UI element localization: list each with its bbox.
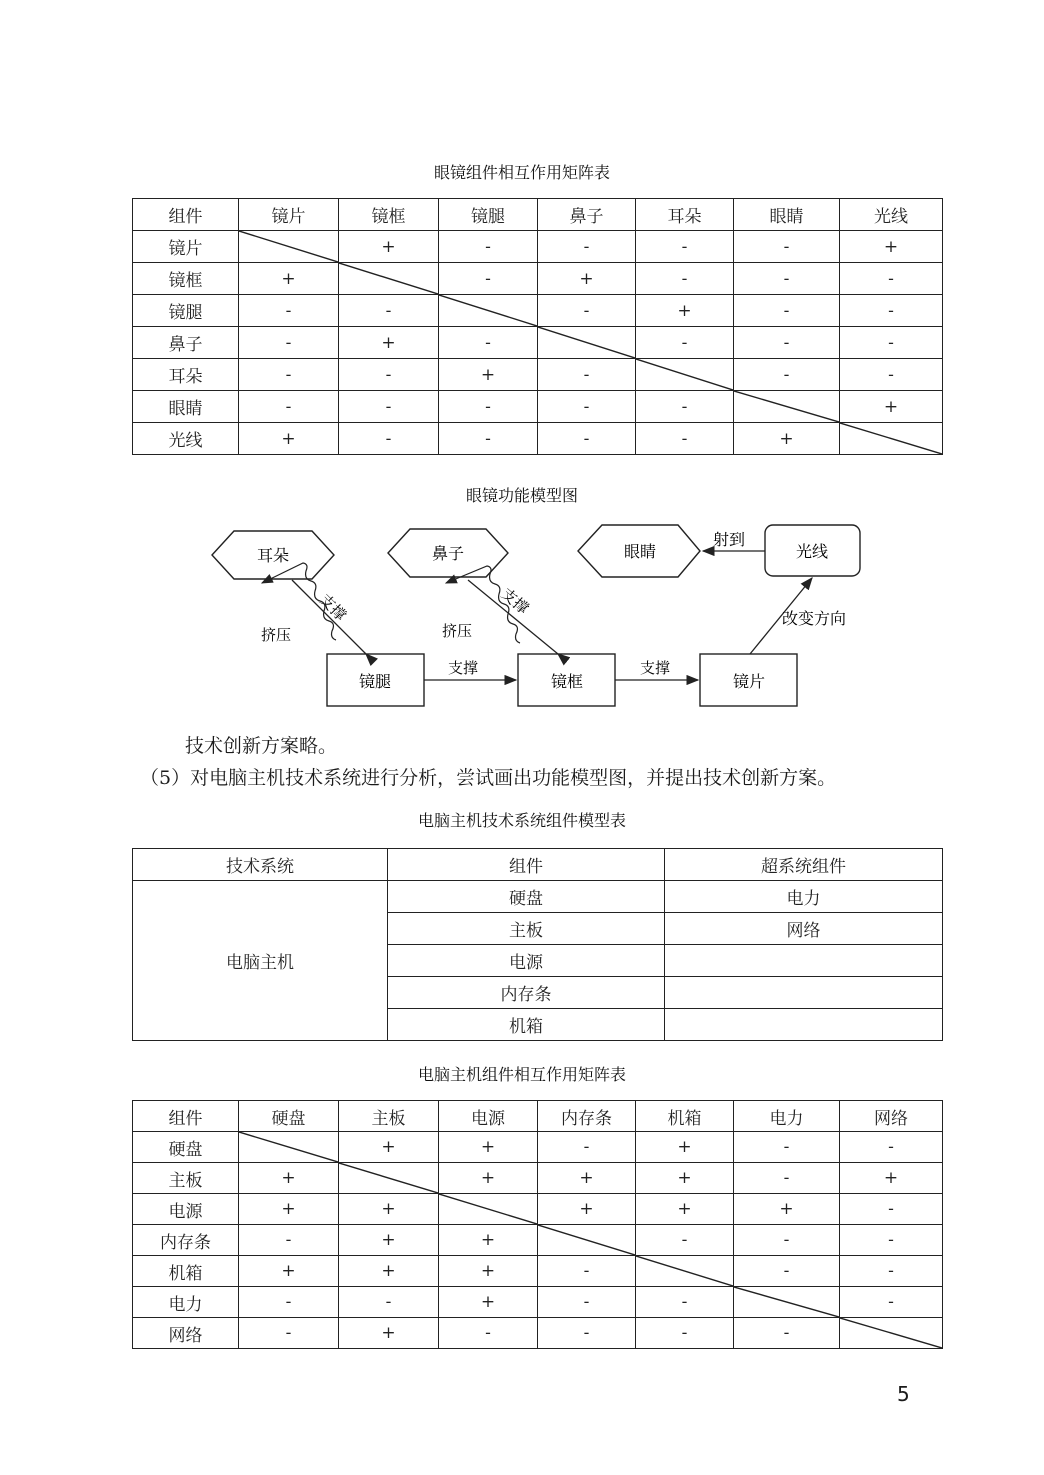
- pc-system-component-table: [132, 848, 943, 1041]
- temple-label: 镜腿: [358, 672, 392, 691]
- matrix-row: [133, 1287, 943, 1318]
- super-component-cell: 网络: [665, 913, 943, 945]
- matrix-cell: +: [339, 1318, 439, 1349]
- matrix-row: [133, 327, 943, 359]
- matrix-cell: -: [734, 359, 840, 391]
- matrix-diagonal-cell: [339, 263, 439, 295]
- matrix-cell: -: [439, 1318, 538, 1349]
- matrix-cell: -: [840, 359, 943, 391]
- matrix-cell: -: [239, 1318, 339, 1349]
- function-model-caption: 眼镜功能模型图: [465, 486, 578, 505]
- matrix-cell: -: [734, 263, 840, 295]
- matrix-diagonal-cell: [734, 1287, 840, 1318]
- matrix-row: [133, 423, 943, 455]
- matrix-cell: -: [239, 295, 339, 327]
- matrix-cell: +: [339, 327, 439, 359]
- component-cell: 内存条: [388, 977, 665, 1009]
- matrix-header-cell: 镜框: [339, 199, 439, 231]
- matrix-cell: -: [538, 231, 636, 263]
- matrix-cell: +: [339, 1194, 439, 1225]
- matrix-row-label: 耳朵: [133, 359, 239, 391]
- matrix-cell: +: [239, 1163, 339, 1194]
- matrix-diagonal-cell: [840, 423, 943, 455]
- matrix-row: [133, 263, 943, 295]
- frame-label: 镜框: [550, 672, 584, 691]
- header-super-component: 超系统组件: [665, 849, 943, 881]
- matrix-row-label: 内存条: [133, 1225, 239, 1256]
- matrix-diagonal-cell: [840, 1318, 943, 1349]
- matrix-cell: -: [840, 1287, 943, 1318]
- matrix-diagonal-cell: [538, 1225, 636, 1256]
- matrix-cell: +: [439, 1163, 538, 1194]
- matrix-cell: -: [734, 1225, 840, 1256]
- matrix-cell: -: [239, 327, 339, 359]
- matrix-header-cell: 鼻子: [538, 199, 636, 231]
- matrix-header-cell: 硬盘: [239, 1101, 339, 1132]
- matrix-diagonal-cell: [439, 295, 538, 327]
- matrix-cell: +: [636, 1132, 734, 1163]
- matrix-cell: +: [239, 1256, 339, 1287]
- matrix-cell: -: [538, 295, 636, 327]
- matrix-row: [133, 1256, 943, 1287]
- label-squeeze-nose: 挤压: [442, 622, 473, 640]
- matrix-row: [133, 1318, 943, 1349]
- eye-label: 眼睛: [623, 542, 657, 561]
- matrix-cell: +: [538, 1163, 636, 1194]
- component-cell: 电源: [388, 945, 665, 977]
- matrix-cell: +: [439, 1287, 538, 1318]
- system-name-cell: 电脑主机: [133, 881, 388, 1041]
- label-redirect: 改变方向: [782, 609, 847, 628]
- label-support-nose: 支撑: [497, 584, 533, 618]
- matrix-header-cell: 眼睛: [734, 199, 840, 231]
- label-support-ear: 支撑: [315, 590, 350, 625]
- matrix-row: [133, 295, 943, 327]
- matrix-cell: -: [538, 1318, 636, 1349]
- matrix-diagonal-cell: [734, 391, 840, 423]
- matrix-cell: +: [840, 391, 943, 423]
- matrix-cell: -: [239, 1225, 339, 1256]
- matrix-cell: -: [339, 423, 439, 455]
- header-component: 组件: [388, 849, 665, 881]
- matrix-header-cell: 耳朵: [636, 199, 734, 231]
- matrix-cell: -: [339, 295, 439, 327]
- matrix-cell: -: [734, 231, 840, 263]
- matrix-cell: +: [339, 231, 439, 263]
- matrix-cell: -: [636, 263, 734, 295]
- header-tech-system: 技术系统: [133, 849, 388, 881]
- matrix-cell: -: [636, 391, 734, 423]
- matrix-cell: +: [439, 359, 538, 391]
- matrix-cell: -: [734, 1318, 840, 1349]
- matrix-diagonal-cell: [339, 1163, 439, 1194]
- ear-label: 耳朵: [256, 546, 290, 565]
- label-shoot: 射到: [713, 530, 746, 549]
- matrix-row-label: 主板: [133, 1163, 239, 1194]
- matrix-cell: +: [734, 1194, 840, 1225]
- matrix-cell: -: [840, 327, 943, 359]
- matrix-cell: -: [734, 327, 840, 359]
- super-component-cell: [665, 1009, 943, 1041]
- matrix-cell: -: [840, 1132, 943, 1163]
- label-support-temple-frame: 支撑: [448, 659, 479, 677]
- matrix-cell: -: [239, 1287, 339, 1318]
- matrix-cell: -: [840, 1194, 943, 1225]
- component-cell: 硬盘: [388, 881, 665, 913]
- label-squeeze-ear: 挤压: [261, 626, 292, 644]
- matrix-row-label: 鼻子: [133, 327, 239, 359]
- matrix-cell: -: [439, 263, 538, 295]
- matrix-row: [133, 391, 943, 423]
- matrix-cell: -: [636, 423, 734, 455]
- matrix-row-label: 镜框: [133, 263, 239, 295]
- component-cell: 主板: [388, 913, 665, 945]
- matrix-cell: +: [239, 423, 339, 455]
- matrix-header-cell: 主板: [339, 1101, 439, 1132]
- glasses-matrix-caption: 眼镜组件相互作用矩阵表: [433, 163, 610, 182]
- matrix-cell: +: [636, 1163, 734, 1194]
- matrix-row: [133, 1132, 943, 1163]
- body-text-line2: （5）对电脑主机技术系统进行分析，尝试画出功能模型图，并提出技术创新方案。: [140, 767, 837, 789]
- matrix-header-cell: 内存条: [538, 1101, 636, 1132]
- matrix-row: [133, 1194, 943, 1225]
- matrix-cell: +: [840, 1163, 943, 1194]
- glasses-function-model: [0, 515, 1044, 715]
- matrix-cell: +: [439, 1256, 538, 1287]
- matrix-diagonal-cell: [636, 1256, 734, 1287]
- matrix-cell: +: [239, 263, 339, 295]
- matrix-row-label: 机箱: [133, 1256, 239, 1287]
- matrix-cell: +: [636, 295, 734, 327]
- matrix-header-cell: 电力: [734, 1101, 840, 1132]
- matrix-cell: -: [538, 391, 636, 423]
- matrix-row-label: 眼睛: [133, 391, 239, 423]
- nose-label: 鼻子: [431, 544, 465, 563]
- matrix-cell: -: [339, 391, 439, 423]
- matrix-diagonal-cell: [439, 1194, 538, 1225]
- label-support-frame-lens: 支撑: [640, 659, 671, 677]
- component-cell: 机箱: [388, 1009, 665, 1041]
- pc-interaction-matrix: [132, 1100, 943, 1349]
- matrix-cell: -: [339, 359, 439, 391]
- matrix-cell: -: [339, 1287, 439, 1318]
- matrix-cell: -: [439, 327, 538, 359]
- matrix-cell: -: [239, 359, 339, 391]
- matrix-cell: -: [734, 1256, 840, 1287]
- matrix-row-label: 电源: [133, 1194, 239, 1225]
- matrix-row-label: 镜片: [133, 231, 239, 263]
- matrix-header-cell: 机箱: [636, 1101, 734, 1132]
- matrix-row: [133, 231, 943, 263]
- matrix-diagonal-cell: [239, 231, 339, 263]
- pc-system-caption: 电脑主机技术系统组件模型表: [417, 811, 626, 830]
- matrix-cell: -: [439, 423, 538, 455]
- matrix-cell: +: [538, 263, 636, 295]
- matrix-cell: +: [439, 1132, 538, 1163]
- matrix-cell: -: [538, 359, 636, 391]
- matrix-cell: -: [840, 1256, 943, 1287]
- matrix-cell: -: [636, 1318, 734, 1349]
- matrix-cell: +: [636, 1194, 734, 1225]
- matrix-cell: +: [339, 1256, 439, 1287]
- matrix-cell: -: [636, 1287, 734, 1318]
- matrix-row: [133, 1225, 943, 1256]
- matrix-cell: -: [636, 231, 734, 263]
- matrix-header-cell: 镜腿: [439, 199, 538, 231]
- matrix-cell: +: [339, 1132, 439, 1163]
- matrix-cell: -: [840, 295, 943, 327]
- matrix-cell: -: [840, 1225, 943, 1256]
- matrix-cell: +: [734, 423, 840, 455]
- matrix-cell: -: [734, 295, 840, 327]
- matrix-diagonal-cell: [636, 359, 734, 391]
- matrix-header-cell: 组件: [133, 1101, 239, 1132]
- matrix-row: [133, 1163, 943, 1194]
- matrix-diagonal-cell: [538, 327, 636, 359]
- super-component-cell: [665, 977, 943, 1009]
- lens-label: 镜片: [732, 672, 766, 691]
- matrix-row-label: 光线: [133, 423, 239, 455]
- matrix-cell: -: [538, 1256, 636, 1287]
- matrix-diagonal-cell: [239, 1132, 339, 1163]
- matrix-cell: -: [538, 1287, 636, 1318]
- matrix-header-cell: 组件: [133, 199, 239, 231]
- matrix-cell: +: [840, 231, 943, 263]
- matrix-cell: -: [439, 231, 538, 263]
- pc-matrix-caption: 电脑主机组件相互作用矩阵表: [417, 1065, 626, 1084]
- matrix-header-cell: 网络: [840, 1101, 943, 1132]
- matrix-row-label: 电力: [133, 1287, 239, 1318]
- matrix-cell: -: [840, 263, 943, 295]
- super-component-cell: 电力: [665, 881, 943, 913]
- matrix-cell: +: [339, 1225, 439, 1256]
- page-number: 5: [897, 1382, 910, 1406]
- matrix-cell: -: [636, 1225, 734, 1256]
- matrix-cell: -: [636, 327, 734, 359]
- matrix-row-label: 镜腿: [133, 295, 239, 327]
- matrix-cell: -: [538, 1132, 636, 1163]
- light-label: 光线: [795, 542, 829, 561]
- super-component-cell: [665, 945, 943, 977]
- matrix-row: [133, 359, 943, 391]
- matrix-cell: +: [239, 1194, 339, 1225]
- matrix-cell: +: [538, 1194, 636, 1225]
- matrix-cell: -: [239, 391, 339, 423]
- matrix-cell: -: [734, 1132, 840, 1163]
- matrix-row-label: 硬盘: [133, 1132, 239, 1163]
- matrix-cell: -: [734, 1163, 840, 1194]
- matrix-cell: -: [538, 423, 636, 455]
- matrix-cell: +: [439, 1225, 538, 1256]
- body-text-line1: 技术创新方案略。: [185, 735, 338, 757]
- matrix-cell: -: [439, 391, 538, 423]
- matrix-row-label: 网络: [133, 1318, 239, 1349]
- matrix-header-cell: 光线: [840, 199, 943, 231]
- matrix-header-cell: 镜片: [239, 199, 339, 231]
- glasses-interaction-matrix: [132, 198, 943, 455]
- matrix-header-cell: 电源: [439, 1101, 538, 1132]
